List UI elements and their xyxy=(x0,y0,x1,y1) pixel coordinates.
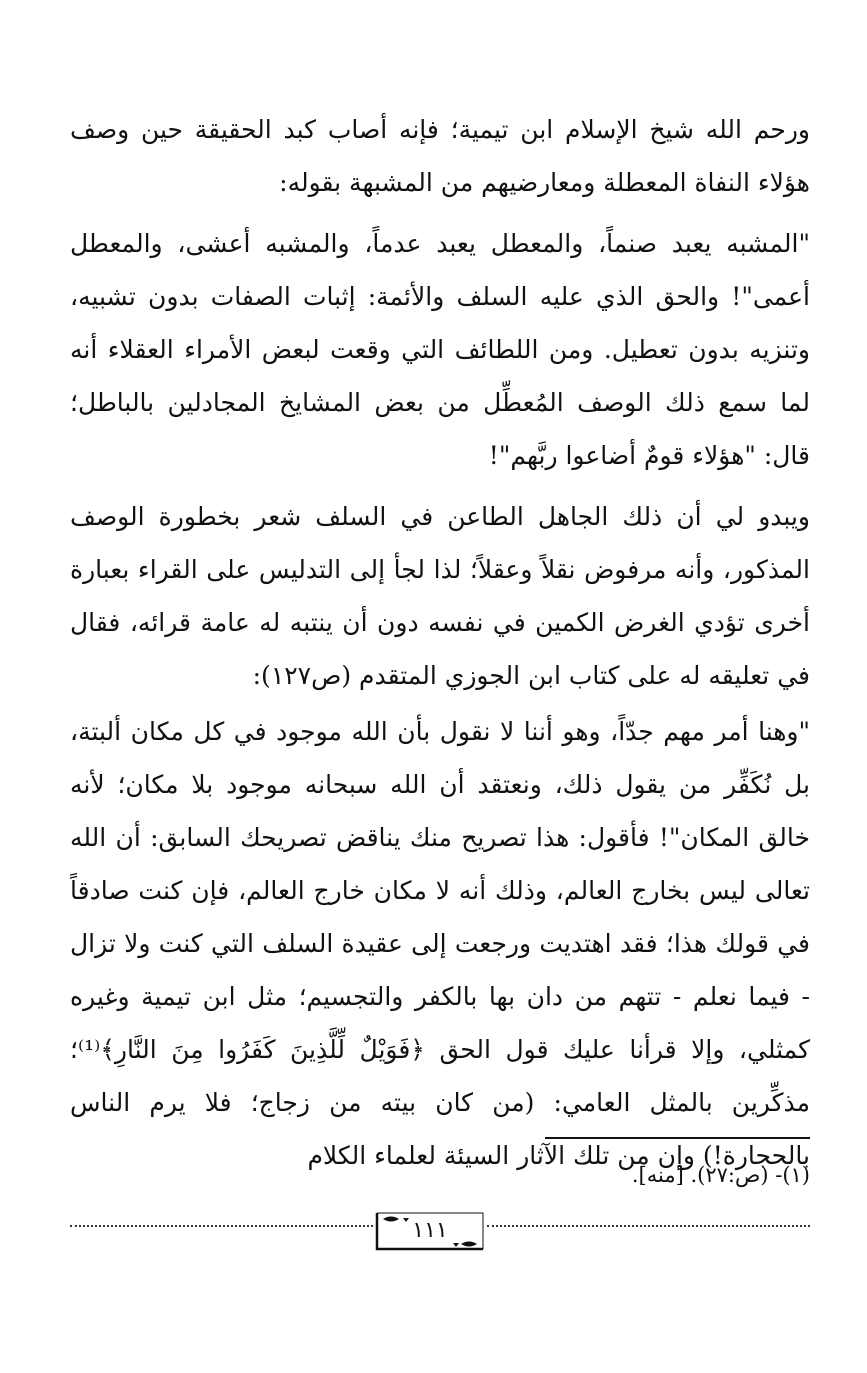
footer-dotted-line-left xyxy=(70,1225,373,1227)
paragraph-2: "المشبه يعبد صنماً، والمعطل يعبد عدماً، والمشبه أعشى، والمعطل أعمى"! والحق الذي عليه السلف والأئمة: إثبات الصفات بدون تشبيه، وتنزيه بدون تعطيل. ومن اللطائف التي وقعت لبعض الأمراء العقلاء أنه لما سمع ذلك الوصف المُعطِّل من بعض المشايخ المجادلين بالباطل؛ قال: "هؤلاء قومٌ أضاعوا ربَّهم"! xyxy=(70,229,810,470)
footnote-1: (١)- (ص:٢٧). [منه]. xyxy=(631,1163,810,1187)
page-number: ١١١ xyxy=(412,1218,448,1243)
paragraph-1: ورحم الله شيخ الإسلام ابن تيمية؛ فإنه أصاب كبد الحقيقة حين وصف هؤلاء النفاة المعطلة ومعارضيهم من المشبهة بقوله: xyxy=(70,115,810,197)
footnote-separator xyxy=(545,1137,810,1139)
body-text xyxy=(70,103,810,209)
footer-dotted-line-right xyxy=(487,1225,810,1227)
body-text xyxy=(70,217,810,482)
body-text xyxy=(70,705,810,1182)
paragraph-4: "وهنا أمر مهم جدّاً، وهو أننا لا نقول بأن الله موجود في كل مكان ألبتة، بل نُكَفِّر من يقول ذلك، ونعتقد أن الله سبحانه موجود بلا مكان؛ لأنه خالق المكان"! فأقول: هذا تصريح منك يناقض تصريحك السابق: أن الله تعالى ليس بخارج العالم، وذلك أنه لا مكان خارج العالم، فإن كنت صادقاً في قولك هذا؛ فقد اهتديت ورجعت إلى عقيدة السلف التي كنت ولا تزال - فيما نعلم - تتهم من دان بها بالكفر والتجسيم؛ مثل ابن تيمية وغيره كمثلي، وإلا قرأنا عليك قول الحق ﴿فَوَيْلٌ لِّلَّذِينَ كَفَرُوا مِنَ النَّارِ﴾⁽¹⁾؛ مذكِّرين بالمثل العامي: (من كان بيته من زجاج؛ فلا يرم الناس بالحجارة!) وإن من تلك الآثار السيئة لعلماء الكلام xyxy=(70,717,810,1170)
page-number-frame xyxy=(373,1211,487,1251)
body-text xyxy=(70,490,810,702)
paragraph-3: ويبدو لي أن ذلك الجاهل الطاعن في السلف شعر بخطورة الوصف المذكور، وأنه مرفوض نقلاً وعقلاً؛ لذا لجأ إلى التدليس على القراء بعبارة أخرى تؤدي الغرض الكمين في نفسه دون أن ينتبه له عامة قرائه، فقال في تعليقه له على كتاب ابن الجوزي المتقدم (ص١٢٧): xyxy=(70,502,810,690)
